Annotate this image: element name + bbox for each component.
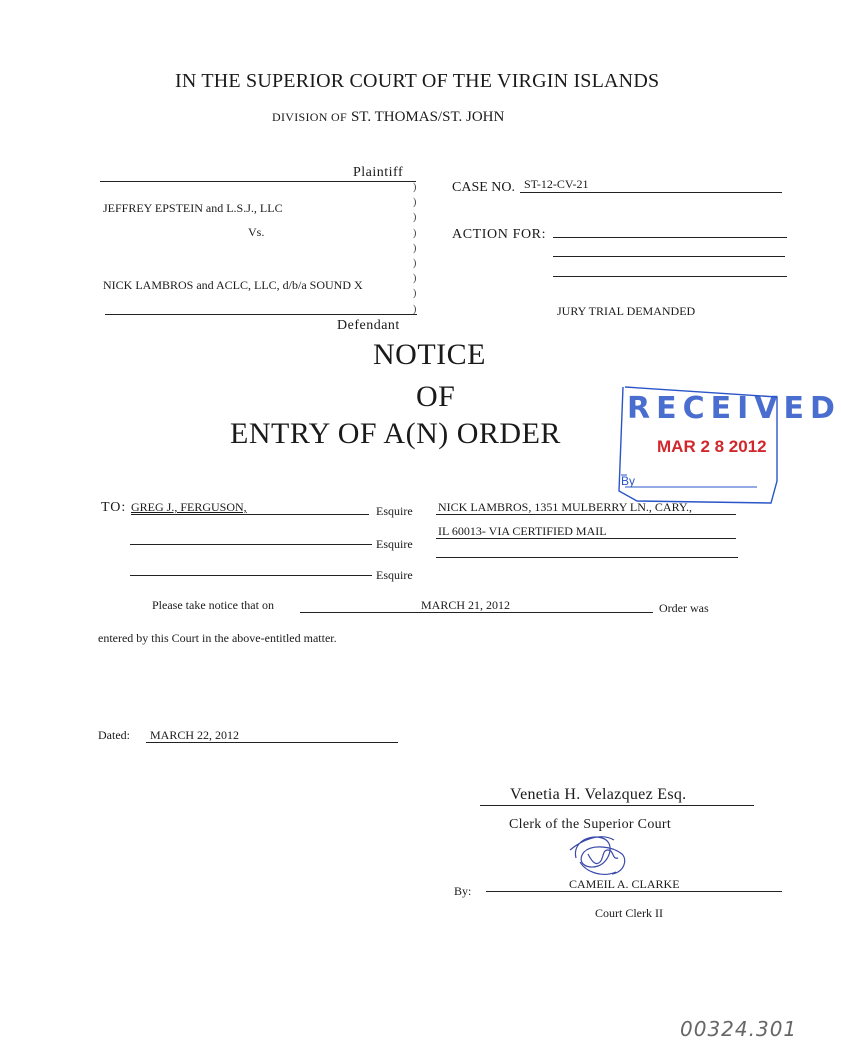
versus-label: Vs. — [248, 225, 265, 239]
court-heading: IN THE SUPERIOR COURT OF THE VIRGIN ISLANDS — [175, 70, 660, 92]
title-entry-of-order: ENTRY OF A(N) ORDER — [230, 417, 561, 450]
defendant-address-rule-1 — [436, 514, 736, 515]
plaintiff-label: Plaintiff — [353, 165, 404, 180]
received-stamp — [617, 383, 841, 511]
attorney-line-1 — [131, 514, 369, 515]
caption-divider: ) ) ) ) ) ) ) ) ) — [413, 182, 417, 315]
case-no-value: ST-12-CV-21 — [524, 177, 589, 191]
action-for-line-3 — [553, 276, 787, 277]
notice-prefix: Please take notice that on — [152, 598, 274, 612]
action-for-line-2 — [553, 256, 785, 257]
clerk-title: Clerk of the Superior Court — [509, 817, 672, 832]
action-for-line-1 — [553, 237, 787, 238]
case-no-label: CASE NO. — [452, 180, 516, 195]
bates-number: 00324.301 — [680, 1017, 798, 1041]
defendant-address-rule-3 — [436, 557, 738, 558]
division-name: ST. THOMAS/ST. JOHN — [350, 109, 505, 125]
deputy-clerk-name: CAMEIL A. CLARKE — [569, 877, 680, 891]
clerk-name-line — [480, 805, 754, 806]
dated-value: MARCH 22, 2012 — [150, 728, 240, 742]
defendant-address-line-2: IL 60013- VIA CERTIFIED MAIL — [438, 524, 607, 538]
defendant-address-rule-2 — [436, 538, 736, 539]
division-prefix: DIVISION OF — [272, 110, 347, 124]
deputy-signature-line — [486, 891, 782, 892]
title-notice: NOTICE — [373, 338, 486, 371]
esquire-label-1: Esquire — [376, 504, 413, 518]
dated-label: Dated: — [98, 728, 130, 742]
notice-suffix: Order was — [659, 601, 709, 615]
stamp-received-word: RECEIVED — [627, 391, 841, 426]
dated-line — [146, 742, 398, 743]
notice-line-2: entered by this Court in the above-entitled matter. — [98, 631, 337, 645]
division-line — [272, 108, 504, 126]
title-of: OF — [416, 380, 456, 413]
defendant-address-line-1: NICK LAMBROS, 1351 MULBERRY LN., CARY., — [438, 500, 693, 514]
jury-trial-demanded: JURY TRIAL DEMANDED — [557, 304, 696, 318]
order-date: MARCH 21, 2012 — [421, 598, 511, 612]
attorney-line-2 — [130, 544, 372, 545]
stamp-by-label: By — [621, 474, 636, 488]
case-no-line — [520, 192, 782, 193]
to-label: TO: — [101, 500, 127, 515]
defendant-names: NICK LAMBROS and ACLC, LLC, d/b/a SOUND X — [103, 278, 363, 292]
plaintiff-line — [100, 181, 416, 182]
esquire-label-3: Esquire — [376, 568, 413, 582]
attorney-line-3 — [130, 575, 372, 576]
clerk-name: Venetia H. Velazquez Esq. — [510, 786, 687, 803]
esquire-label-2: Esquire — [376, 537, 413, 551]
plaintiff-names: JEFFREY EPSTEIN and L.S.J., LLC — [103, 201, 283, 215]
action-for-label: ACTION FOR: — [452, 227, 547, 242]
stamp-date: MAR 2 8 2012 — [657, 437, 767, 456]
attorney-name: GREG J., FERGUSON, — [131, 500, 247, 514]
deputy-clerk-title: Court Clerk II — [595, 906, 663, 920]
by-label: By: — [454, 884, 472, 898]
defendant-line — [105, 314, 417, 315]
defendant-label: Defendant — [337, 318, 400, 333]
